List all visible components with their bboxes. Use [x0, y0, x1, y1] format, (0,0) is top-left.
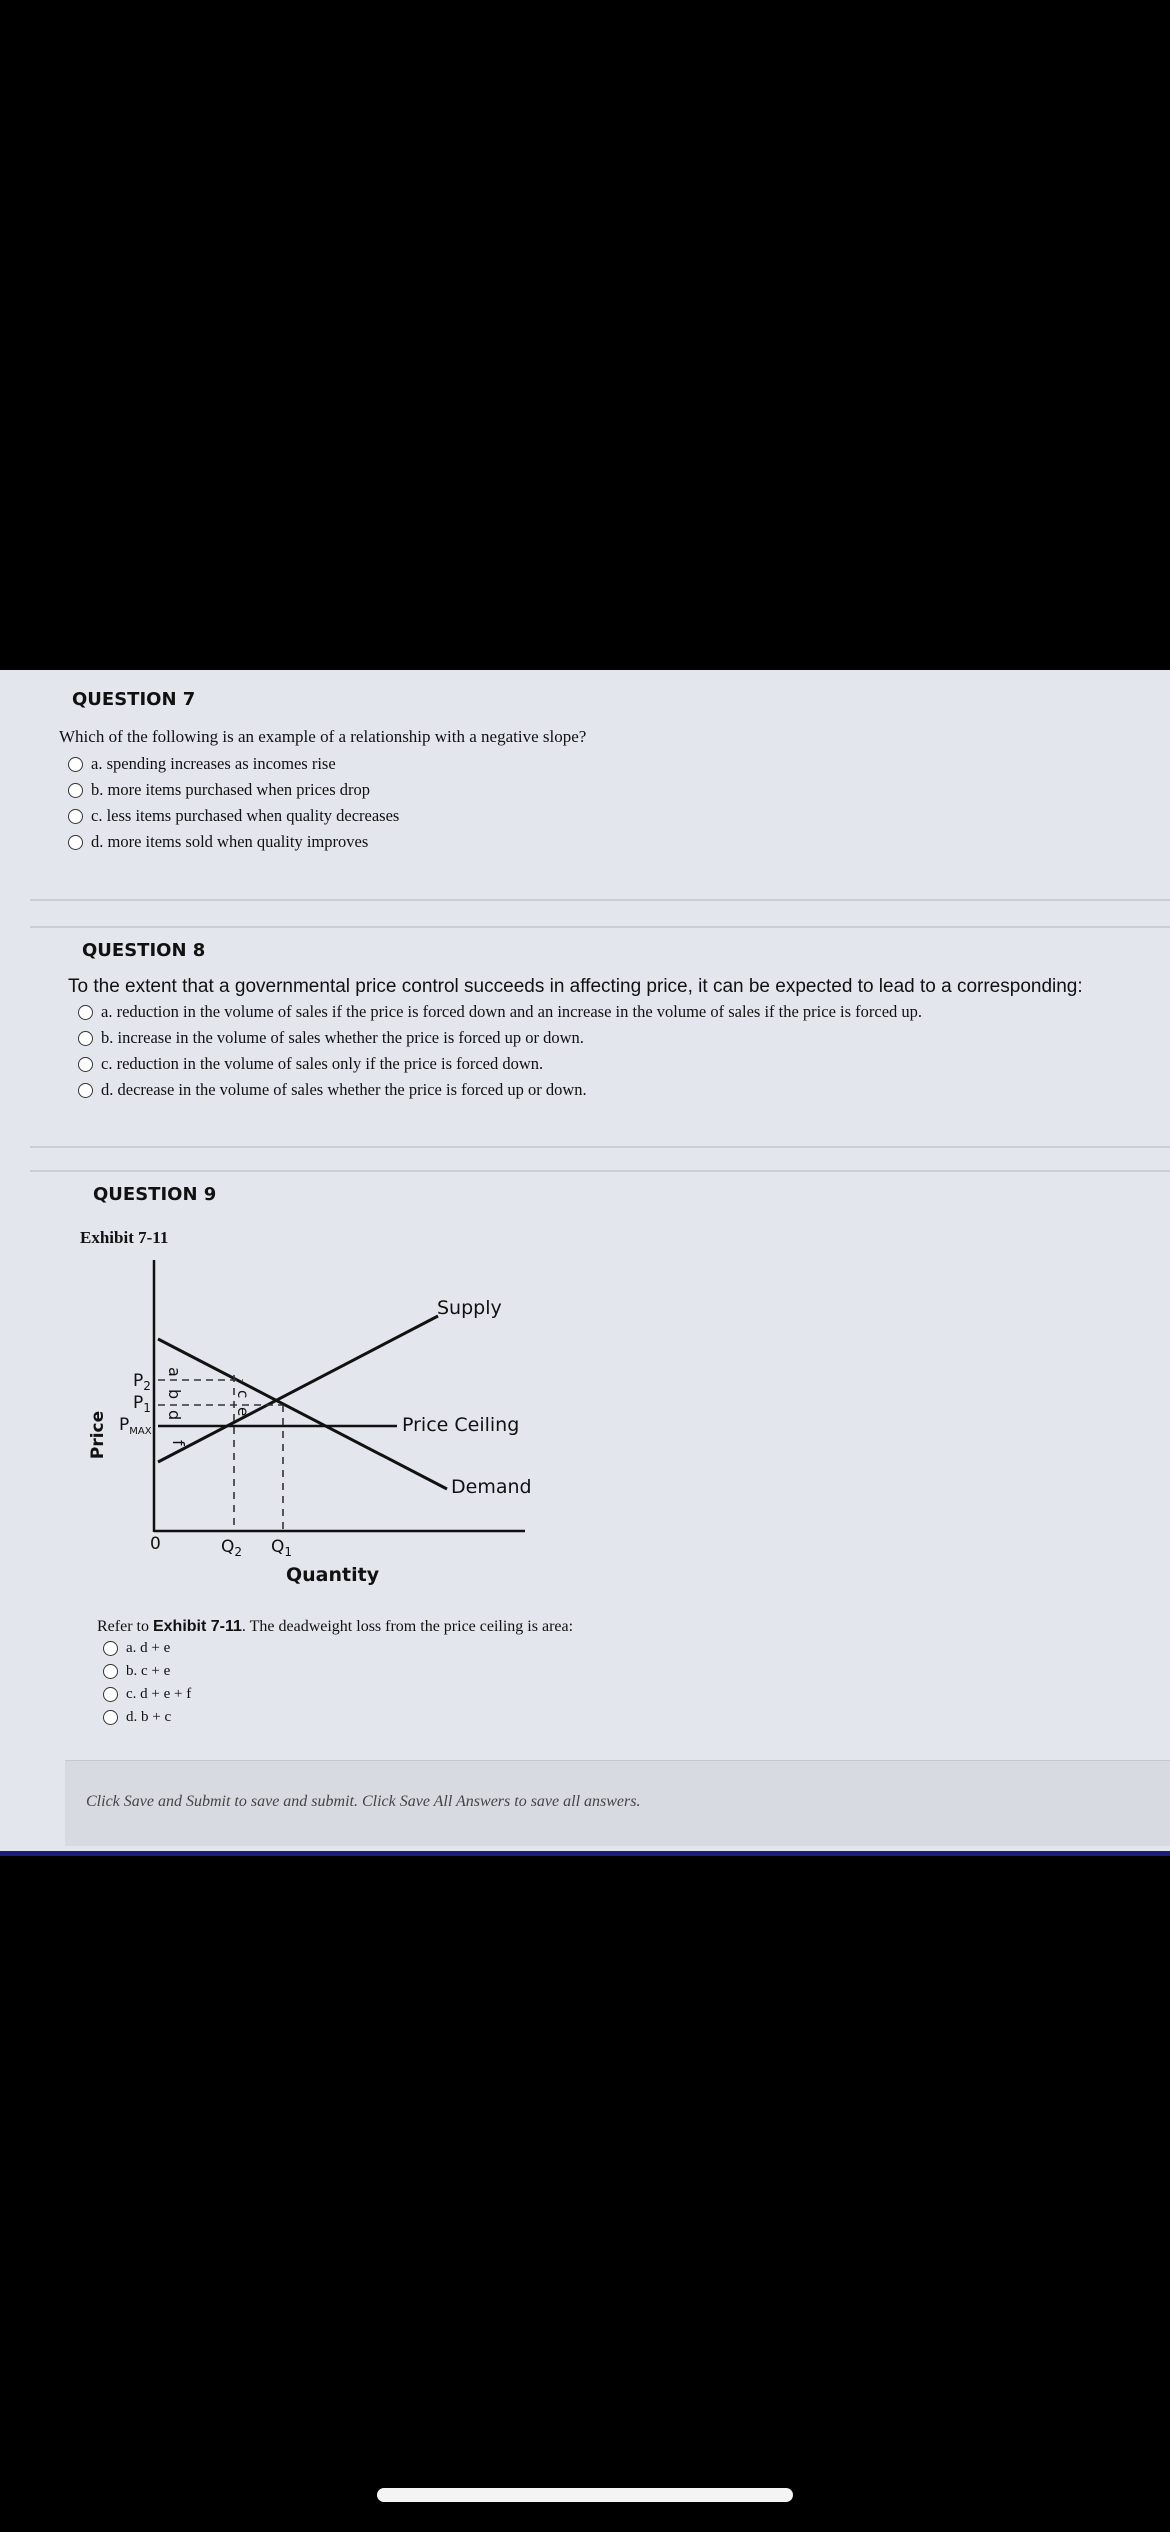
question-8-option-b[interactable]: b. increase in the volume of sales whether the price is forced up or down. [78, 1028, 584, 1048]
origin-label: 0 [150, 1534, 161, 1554]
radio-icon[interactable] [103, 1710, 118, 1725]
area-d-label: d [165, 1410, 184, 1421]
exhibit-title: Exhibit 7-11 [80, 1228, 169, 1247]
price-ceiling-diagram [0, 670, 1170, 1855]
question-9-prompt: Refer to Exhibit 7-11. The deadweight loss from the price ceiling is area: [97, 1618, 574, 1635]
supply-label: Supply [437, 1297, 502, 1319]
supply-curve [158, 1316, 438, 1462]
question-9-option-c[interactable]: c. d + e + f [103, 1686, 191, 1703]
question-7-option-b[interactable]: b. more items purchased when prices drop [68, 780, 370, 800]
bottom-strip [0, 1851, 1170, 1856]
question-7-heading: QUESTION 7 [72, 689, 196, 710]
quantity-axis-label: Quantity [286, 1564, 380, 1586]
p1-label: $P_1$ [133, 1393, 151, 1415]
question-9-heading: QUESTION 9 [93, 1184, 217, 1205]
question-8-option-a[interactable]: a. reduction in the volume of sales if the price is forced down and an increase in the volume of sales if the price is forced up. [78, 1002, 922, 1022]
area-b-label: b [165, 1389, 184, 1400]
question-7-prompt: Which of the following is an example of a relationship with a negative slope? [59, 727, 587, 746]
question-9-option-a[interactable]: a. d + e [103, 1640, 170, 1657]
p2-label: $P_2$ [133, 1371, 151, 1393]
question-7-option-a[interactable]: a. spending increases as incomes rise [68, 754, 336, 774]
pmax-label: $P_{MAX}$ [119, 1415, 152, 1437]
area-c-label: c [234, 1390, 252, 1399]
area-e-label: e [234, 1407, 252, 1417]
demand-label: Demand [451, 1476, 532, 1498]
question-8-option-c[interactable]: c. reduction in the volume of sales only if the price is forced down. [78, 1054, 543, 1074]
question-7-option-d[interactable]: d. more items sold when quality improves [68, 832, 368, 852]
radio-icon[interactable] [103, 1641, 118, 1656]
price-ceiling-label: Price Ceiling [402, 1414, 520, 1436]
question-9-option-b[interactable]: b. c + e [103, 1663, 170, 1680]
question-8-prompt: To the extent that a governmental price control succeeds in affecting price, it can be expected to lead to a corresponding: [68, 976, 1083, 997]
home-indicator[interactable] [377, 2488, 793, 2502]
q2-label: $Q_2$ [221, 1537, 243, 1559]
question-9-option-d[interactable]: d. b + c [103, 1709, 171, 1726]
quiz-sheet [0, 670, 1170, 1855]
q1-label: $Q_1$ [271, 1537, 293, 1559]
question-7-option-c[interactable]: c. less items purchased when quality decreases [68, 806, 399, 826]
radio-icon[interactable] [103, 1687, 118, 1702]
question-8-heading: QUESTION 8 [82, 940, 206, 961]
radio-icon[interactable] [103, 1664, 118, 1679]
footer-instructions: Click Save and Submit to save and submit. Click Save All Answers to save all answers. [86, 1793, 641, 1810]
price-axis-label: Price [88, 1410, 108, 1460]
area-f-label: f [169, 1440, 188, 1446]
area-a-label: a [165, 1367, 184, 1377]
question-8-option-d[interactable]: d. decrease in the volume of sales whether the price is forced up or down. [78, 1080, 587, 1100]
